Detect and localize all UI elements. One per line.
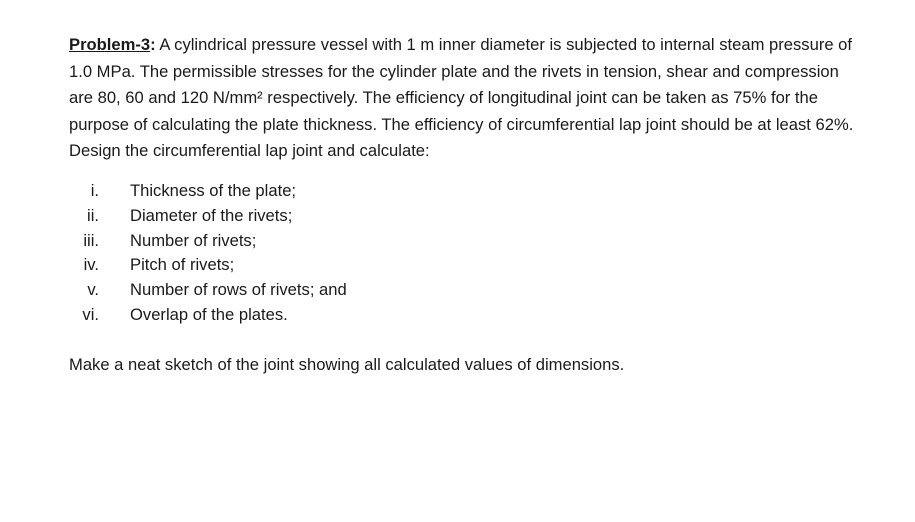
- problem-paragraph: [69, 32, 859, 165]
- list-item: [69, 253, 859, 278]
- list-item-text: Diameter of the rivets;: [130, 205, 293, 225]
- list-item-number: vi.: [82, 304, 99, 324]
- problem-heading: Problem-3: [69, 35, 151, 54]
- list-item-text: Number of rows of rivets; and: [130, 280, 347, 300]
- list-item-number: ii.: [87, 205, 99, 225]
- closing-instruction: Make a neat sketch of the joint showing all calculated values of dimensions.: [69, 354, 625, 374]
- document: [69, 32, 859, 394]
- list-item-text: Number of rivets;: [130, 230, 257, 250]
- list-item: [69, 179, 859, 204]
- requirements-list: [69, 179, 859, 328]
- list-item-text: Overlap of the plates.: [130, 304, 288, 324]
- list-item-text: Thickness of the plate;: [130, 180, 297, 200]
- list-item: [69, 204, 859, 229]
- list-item: [69, 229, 859, 254]
- problem-statement: A cylindrical pressure vessel with 1 m inner diameter is subjected to internal steam pressure of 1.0 MPa. The permissible stresses for the cylinder plate and the rivets in tension, shear and compression are 80, 60 and 120 N/mm² respectively. The efficiency of longitudinal joint can be taken as 75% for the purpose of calculating the plate thickness. The efficiency of circumferential lap joint should be at least 62%. Design the circumferential lap joint and calculate:: [69, 35, 854, 161]
- list-item: [69, 278, 859, 303]
- list-item-number: iv.: [83, 255, 99, 275]
- list-item-number: v.: [87, 280, 99, 300]
- list-item: [69, 303, 859, 328]
- list-item-number: iii.: [83, 230, 99, 250]
- list-item-number: i.: [90, 180, 99, 200]
- problem-heading-colon: :: [150, 35, 156, 54]
- list-item-text: Pitch of rivets;: [130, 255, 235, 275]
